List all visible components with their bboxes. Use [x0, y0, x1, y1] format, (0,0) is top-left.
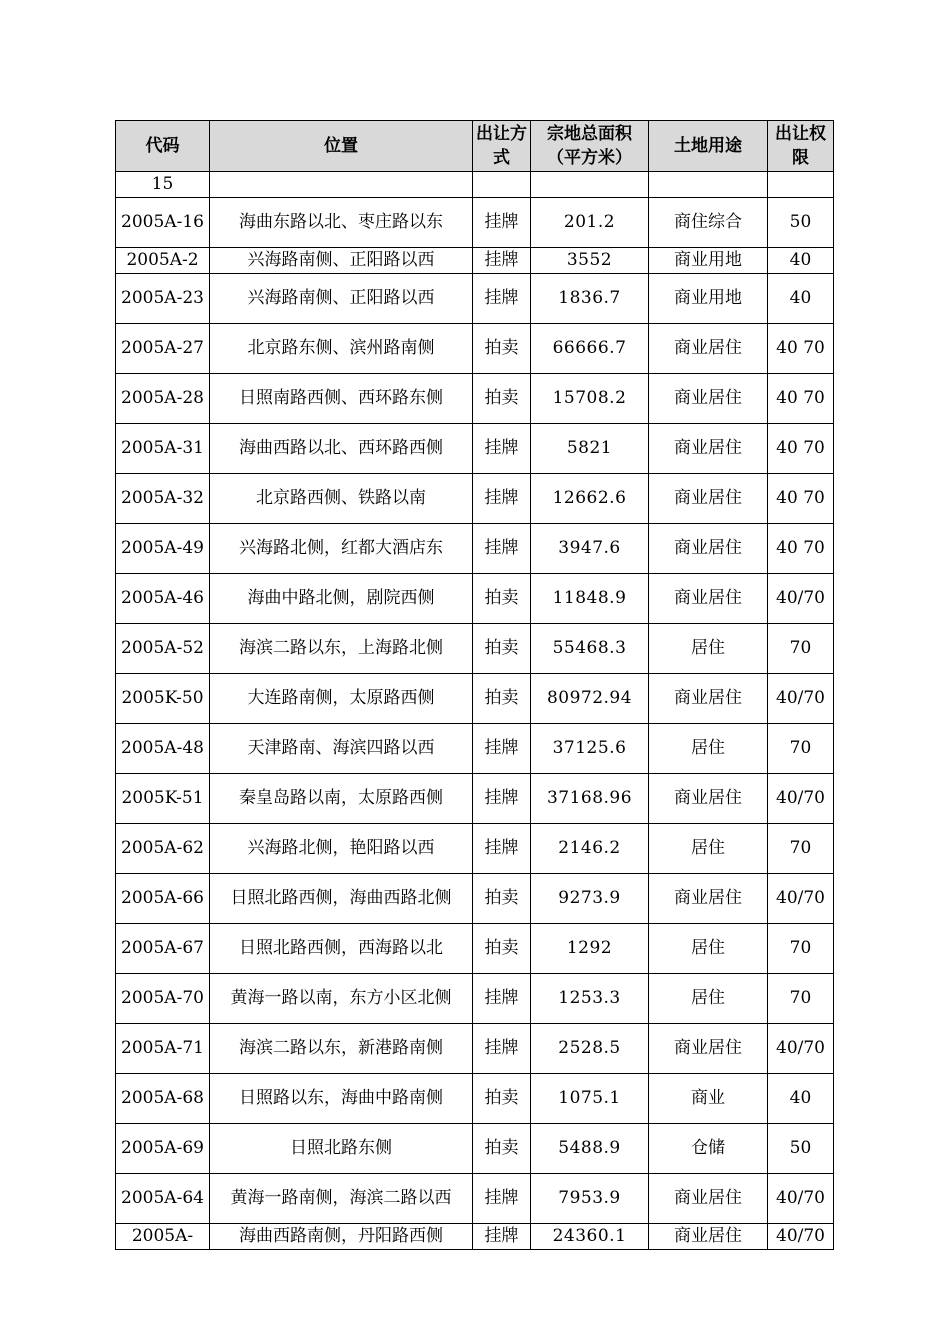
- cell-use: 居住: [649, 824, 768, 874]
- header-row: [116, 121, 834, 172]
- cell-location: 北京路西侧、铁路以南: [210, 474, 473, 524]
- cell-term: 40/70: [768, 674, 834, 724]
- cell-code: 2005K-51: [116, 774, 210, 824]
- cell-code: 2005A-16: [116, 198, 210, 248]
- cell-use: 商业居住: [649, 774, 768, 824]
- table-row: [116, 324, 834, 374]
- cell-method: 挂牌: [473, 774, 531, 824]
- cell-area: 11848.9: [531, 574, 649, 624]
- table-row: [116, 198, 834, 248]
- header-use: 土地用途: [649, 121, 768, 172]
- cell-use: 商业居住: [649, 374, 768, 424]
- cell-location: [210, 172, 473, 198]
- cell-method: 拍卖: [473, 1074, 531, 1124]
- cell-use: 商业居住: [649, 674, 768, 724]
- table-row: [116, 574, 834, 624]
- cell-area: 5821: [531, 424, 649, 474]
- cell-term: 40/70: [768, 1174, 834, 1224]
- cell-location: 日照南路西侧、西环路东侧: [210, 374, 473, 424]
- cell-term: 50: [768, 1124, 834, 1174]
- cell-area: 9273.9: [531, 874, 649, 924]
- cell-location: 黄海一路南侧，海滨二路以西: [210, 1174, 473, 1224]
- cell-area: 2528.5: [531, 1024, 649, 1074]
- cell-term: 50: [768, 198, 834, 248]
- cell-term: 70: [768, 924, 834, 974]
- cell-use: 商业居住: [649, 474, 768, 524]
- cell-method: 拍卖: [473, 1124, 531, 1174]
- cell-code: 2005A-32: [116, 474, 210, 524]
- cell-method: 挂牌: [473, 1174, 531, 1224]
- cell-area: 55468.3: [531, 624, 649, 674]
- table-header: [116, 121, 834, 172]
- header-location: 位置: [210, 121, 473, 172]
- cell-method: 拍卖: [473, 624, 531, 674]
- table-row: [116, 974, 834, 1024]
- header-method: 出让方式: [473, 121, 531, 172]
- cell-method: 挂牌: [473, 274, 531, 324]
- cell-use: 商业用地: [649, 248, 768, 274]
- cell-term: 40: [768, 248, 834, 274]
- cell-code: 2005A-66: [116, 874, 210, 924]
- cell-term: 40 70: [768, 324, 834, 374]
- table-row: [116, 624, 834, 674]
- cell-use: 商业居住: [649, 874, 768, 924]
- cell-location: 黄海一路以南，东方小区北侧: [210, 974, 473, 1024]
- cell-code: 2005A-49: [116, 524, 210, 574]
- cell-code: 2005A-27: [116, 324, 210, 374]
- cell-location: 兴海路南侧、正阳路以西: [210, 248, 473, 274]
- cell-code: 2005A-2: [116, 248, 210, 274]
- cell-term: 70: [768, 824, 834, 874]
- cell-location: 天津路南、海滨四路以西: [210, 724, 473, 774]
- cell-use: 居住: [649, 724, 768, 774]
- cell-use: 居住: [649, 924, 768, 974]
- table-row: [116, 1224, 834, 1250]
- table-row: [116, 172, 834, 198]
- cell-code: 2005K-50: [116, 674, 210, 724]
- cell-code: 2005A-28: [116, 374, 210, 424]
- cell-code: 2005A-52: [116, 624, 210, 674]
- table-row: [116, 874, 834, 924]
- cell-term: 40 70: [768, 424, 834, 474]
- cell-use: [649, 172, 768, 198]
- cell-term: 40 70: [768, 524, 834, 574]
- cell-term: 40/70: [768, 874, 834, 924]
- table-row: [116, 674, 834, 724]
- cell-area: 3947.6: [531, 524, 649, 574]
- cell-area: 37168.96: [531, 774, 649, 824]
- cell-method: 拍卖: [473, 674, 531, 724]
- cell-term: 40: [768, 1074, 834, 1124]
- cell-method: 挂牌: [473, 474, 531, 524]
- cell-method: 挂牌: [473, 1024, 531, 1074]
- cell-term: 40: [768, 274, 834, 324]
- cell-code: 2005A-68: [116, 1074, 210, 1124]
- cell-method: 拍卖: [473, 574, 531, 624]
- cell-code: 2005A-64: [116, 1174, 210, 1224]
- cell-use: 商业居住: [649, 424, 768, 474]
- table-row: [116, 724, 834, 774]
- cell-term: 40/70: [768, 774, 834, 824]
- cell-location: 兴海路南侧、正阳路以西: [210, 274, 473, 324]
- cell-method: 挂牌: [473, 974, 531, 1024]
- cell-area: 1075.1: [531, 1074, 649, 1124]
- cell-location: 海曲西路南侧，丹阳路西侧: [210, 1224, 473, 1250]
- table-row: [116, 774, 834, 824]
- cell-method: 拍卖: [473, 924, 531, 974]
- cell-use: 商住综合: [649, 198, 768, 248]
- table-row: [116, 1124, 834, 1174]
- cell-use: 商业居住: [649, 524, 768, 574]
- table-row: [116, 274, 834, 324]
- cell-code: 15: [116, 172, 210, 198]
- table-row: [116, 1174, 834, 1224]
- cell-area: 201.2: [531, 198, 649, 248]
- cell-area: 1253.3: [531, 974, 649, 1024]
- table-row: [116, 824, 834, 874]
- cell-use: 商业: [649, 1074, 768, 1124]
- cell-location: 兴海路北侧，艳阳路以西: [210, 824, 473, 874]
- cell-area: 7953.9: [531, 1174, 649, 1224]
- cell-area: 1292: [531, 924, 649, 974]
- cell-code: 2005A-71: [116, 1024, 210, 1074]
- cell-use: 商业居住: [649, 1174, 768, 1224]
- cell-term: 70: [768, 974, 834, 1024]
- cell-location: 秦皇岛路以南，太原路西侧: [210, 774, 473, 824]
- cell-area: 5488.9: [531, 1124, 649, 1174]
- cell-method: 挂牌: [473, 824, 531, 874]
- cell-use: 居住: [649, 624, 768, 674]
- table-body: [116, 172, 834, 1250]
- cell-term: 40/70: [768, 574, 834, 624]
- cell-term: 40/70: [768, 1224, 834, 1250]
- table-row: [116, 924, 834, 974]
- land-transfer-table: [115, 120, 834, 1250]
- cell-method: 挂牌: [473, 424, 531, 474]
- cell-area: 3552: [531, 248, 649, 274]
- cell-code: 2005A-46: [116, 574, 210, 624]
- table-row: [116, 524, 834, 574]
- table-row: [116, 424, 834, 474]
- cell-location: 海曲东路以北、枣庄路以东: [210, 198, 473, 248]
- cell-location: 日照北路西侧，海曲西路北侧: [210, 874, 473, 924]
- cell-use: 商业居住: [649, 1224, 768, 1250]
- cell-location: 大连路南侧，太原路西侧: [210, 674, 473, 724]
- cell-term: [768, 172, 834, 198]
- cell-location: 兴海路北侧，红都大酒店东: [210, 524, 473, 574]
- cell-term: 40/70: [768, 1024, 834, 1074]
- cell-area: 2146.2: [531, 824, 649, 874]
- cell-area: 1836.7: [531, 274, 649, 324]
- cell-use: 居住: [649, 974, 768, 1024]
- cell-method: 挂牌: [473, 524, 531, 574]
- cell-term: 40 70: [768, 474, 834, 524]
- header-area: 宗地总面积（平方米）: [531, 121, 649, 172]
- cell-method: 挂牌: [473, 724, 531, 774]
- cell-area: 80972.94: [531, 674, 649, 724]
- header-term: 出让权限: [768, 121, 834, 172]
- cell-location: 日照路以东，海曲中路南侧: [210, 1074, 473, 1124]
- cell-code: 2005A-69: [116, 1124, 210, 1174]
- cell-location: 海曲西路以北、西环路西侧: [210, 424, 473, 474]
- cell-location: 北京路东侧、滨州路南侧: [210, 324, 473, 374]
- cell-method: 挂牌: [473, 1224, 531, 1250]
- cell-method: 拍卖: [473, 324, 531, 374]
- table-row: [116, 374, 834, 424]
- cell-area: 12662.6: [531, 474, 649, 524]
- cell-use: 商业居住: [649, 324, 768, 374]
- table-row: [116, 474, 834, 524]
- cell-location: 海曲中路北侧，剧院西侧: [210, 574, 473, 624]
- cell-use: 商业居住: [649, 574, 768, 624]
- cell-method: 挂牌: [473, 198, 531, 248]
- cell-method: 拍卖: [473, 374, 531, 424]
- cell-code: 2005A-48: [116, 724, 210, 774]
- cell-location: 海滨二路以东，新港路南侧: [210, 1024, 473, 1074]
- cell-term: 40 70: [768, 374, 834, 424]
- cell-area: 37125.6: [531, 724, 649, 774]
- cell-location: 海滨二路以东，上海路北侧: [210, 624, 473, 674]
- header-code: 代码: [116, 121, 210, 172]
- cell-code: 2005A-67: [116, 924, 210, 974]
- cell-code: 2005A-70: [116, 974, 210, 1024]
- cell-location: 日照北路西侧，西海路以北: [210, 924, 473, 974]
- cell-area: 24360.1: [531, 1224, 649, 1250]
- cell-area: [531, 172, 649, 198]
- cell-use: 商业居住: [649, 1024, 768, 1074]
- cell-area: 15708.2: [531, 374, 649, 424]
- cell-area: 66666.7: [531, 324, 649, 374]
- cell-location: 日照北路东侧: [210, 1124, 473, 1174]
- cell-code: 2005A-23: [116, 274, 210, 324]
- cell-method: [473, 172, 531, 198]
- cell-method: 挂牌: [473, 248, 531, 274]
- cell-term: 70: [768, 624, 834, 674]
- cell-use: 商业用地: [649, 274, 768, 324]
- table-row: [116, 248, 834, 274]
- cell-code: 2005A-: [116, 1224, 210, 1250]
- cell-term: 70: [768, 724, 834, 774]
- table-row: [116, 1024, 834, 1074]
- cell-code: 2005A-31: [116, 424, 210, 474]
- cell-method: 拍卖: [473, 874, 531, 924]
- table-row: [116, 1074, 834, 1124]
- cell-code: 2005A-62: [116, 824, 210, 874]
- cell-use: 仓储: [649, 1124, 768, 1174]
